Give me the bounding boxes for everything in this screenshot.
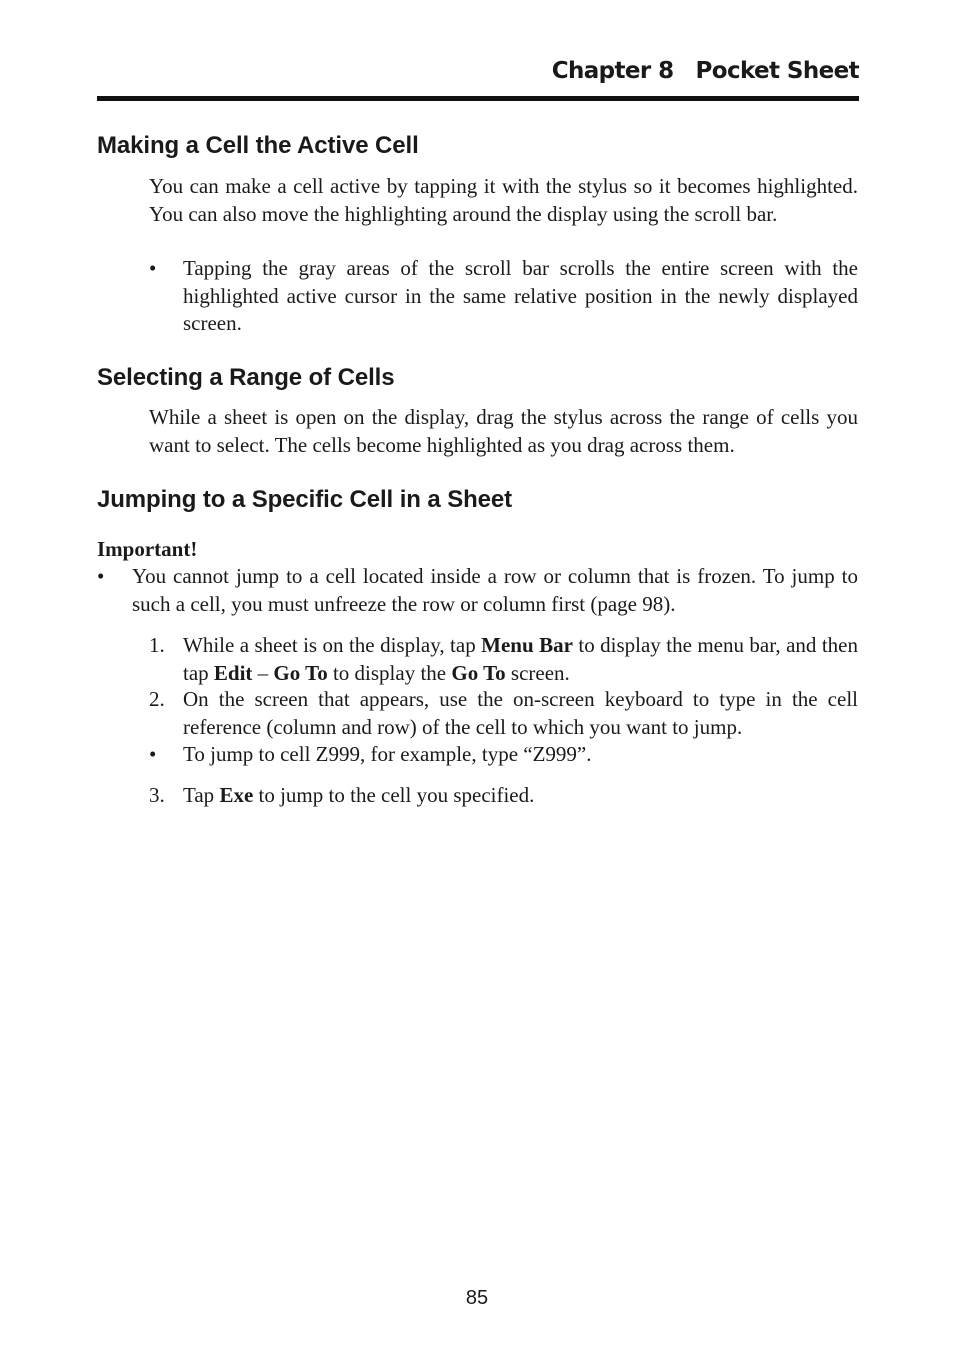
step-1 xyxy=(149,632,858,687)
important-label: Important! xyxy=(97,537,198,561)
step-number: 2. xyxy=(149,687,165,711)
step-number: 1. xyxy=(149,633,165,657)
page-number: 85 xyxy=(465,1287,489,1309)
step-2 xyxy=(149,686,858,741)
step-text: Tap Exe to jump to the cell you specified. xyxy=(183,783,535,807)
step-number: 3. xyxy=(149,783,165,807)
running-header xyxy=(97,58,859,94)
bullet-marker: • xyxy=(149,742,157,766)
exe-label: Exe xyxy=(219,783,254,807)
step-text: On the screen that appears, use the on-screen keyboard to type in the cell reference (column and row) of the cell to which you want to jump. xyxy=(183,687,858,739)
step-3 xyxy=(149,782,858,810)
sub-bullet-text: To jump to cell Z999, for example, type “Z999”. xyxy=(183,742,592,766)
bullet-marker: • xyxy=(97,564,105,588)
step-text: While a sheet is on the display, tap Menu Bar to display the menu bar, and then tap Edit – Go To to display the Go To screen. xyxy=(183,633,858,685)
edit-label: Edit xyxy=(213,660,253,685)
go-to-screen-label: Go To xyxy=(451,660,506,685)
chapter-title: Pocket Sheet xyxy=(695,58,859,84)
bullet-text: Tapping the gray areas of the scroll bar scrolls the entire screen with the highlighted active cursor in the same relative position in the newly displayed screen. xyxy=(183,256,858,335)
bullet-item xyxy=(149,255,858,338)
section-heading-range: Selecting a Range of Cells xyxy=(97,364,395,391)
menu-bar-label: Menu Bar xyxy=(481,633,573,657)
bullet-marker: • xyxy=(149,256,157,280)
section-heading-jump: Jumping to a Specific Cell in a Sheet xyxy=(97,486,513,513)
important-bullet xyxy=(97,563,858,618)
chapter-label: Chapter 8 xyxy=(551,58,674,84)
header-rule xyxy=(97,96,859,101)
important-bullet-text: You cannot jump to a cell located inside a row or column that is frozen. To jump to such a cell, you must unfreeze the row or column first (page 98). xyxy=(132,564,858,616)
sub-bullet xyxy=(149,741,858,769)
go-to-label: Go To xyxy=(273,660,328,685)
active-cell-paragraph: You can make a cell active by tapping it with the stylus so it becomes highlighted. You can also move the highlighting around the display using the scroll bar. xyxy=(149,174,858,226)
section-heading-active-cell: Making a Cell the Active Cell xyxy=(97,132,419,159)
range-paragraph: While a sheet is open on the display, drag the stylus across the range of cells you want to select. The cells become highlighted as you drag across them. xyxy=(149,405,858,457)
